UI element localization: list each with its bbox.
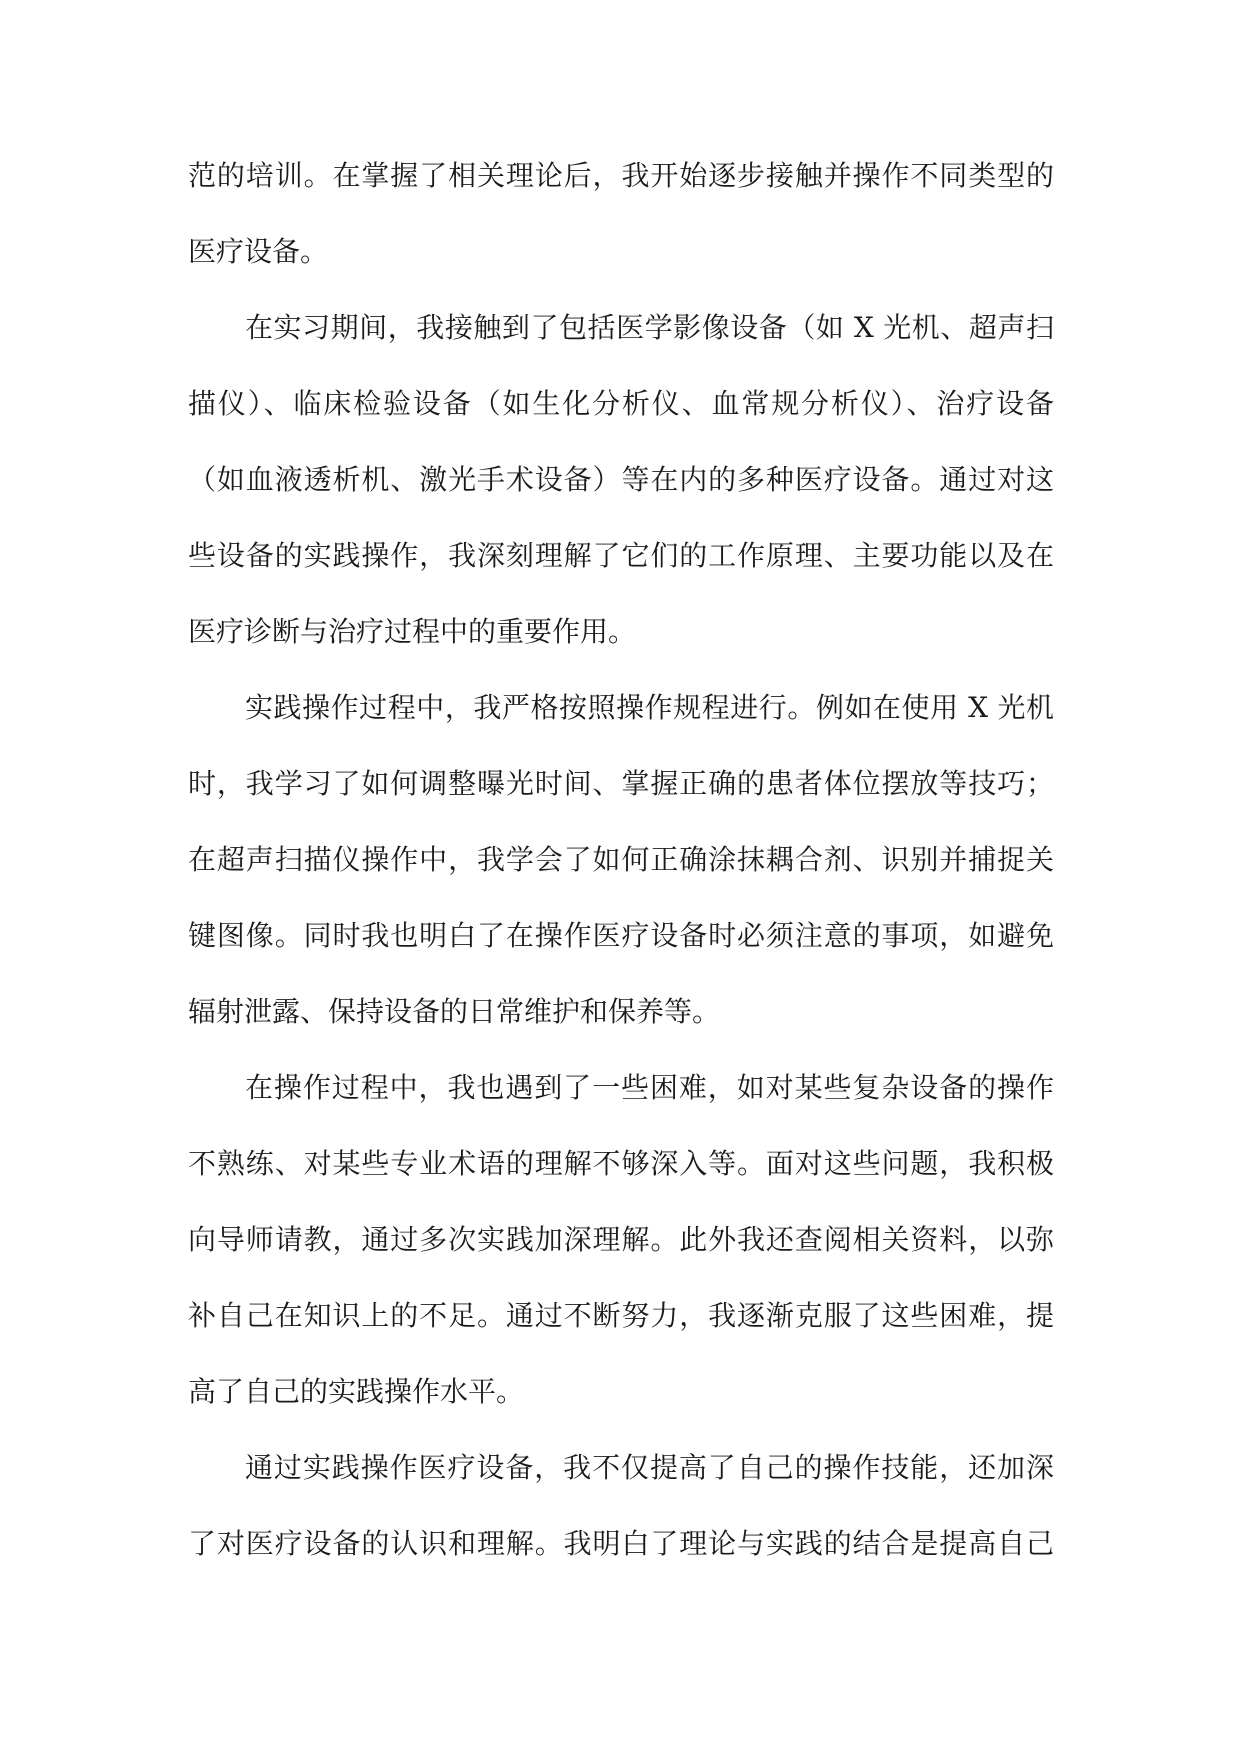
paragraph-5 <box>188 1430 1054 1582</box>
paragraph-3 <box>188 670 1054 1050</box>
text-line: 描仪）、临床检验设备（如生化分析仪、血常规分析仪）、治疗设备 <box>188 387 1054 420</box>
text-line: 通过实践操作医疗设备，我不仅提高了自己的操作技能，还加深 <box>245 1451 1054 1484</box>
text-line: （如血液透析机、激光手术设备）等在内的多种医疗设备。通过对这 <box>188 463 1054 496</box>
text-line: 在实习期间，我接触到了包括医学影像设备（如 X 光机、超声扫 <box>245 311 1054 344</box>
text-line: 时，我学习了如何调整曝光时间、掌握正确的患者体位摆放等技巧； <box>188 767 1054 800</box>
text-line: 些设备的实践操作，我深刻理解了它们的工作原理、主要功能以及在 <box>188 539 1054 572</box>
text-line: 了对医疗设备的认识和理解。我明白了理论与实践的结合是提高自己 <box>188 1527 1054 1560</box>
text-line: 键图像。同时我也明白了在操作医疗设备时必须注意的事项，如避免 <box>188 919 1054 952</box>
text-line: 高了自己的实践操作水平。 <box>188 1375 525 1408</box>
paragraph-2 <box>188 290 1054 670</box>
text-line: 向导师请教，通过多次实践加深理解。此外我还查阅相关资料，以弥 <box>188 1223 1054 1256</box>
text-line: 辐射泄露、保持设备的日常维护和保养等。 <box>188 995 721 1028</box>
paragraph-1-continued <box>188 138 1054 290</box>
text-line: 医疗设备。 <box>188 235 329 268</box>
paragraph-4 <box>188 1050 1054 1430</box>
text-line: 医疗诊断与治疗过程中的重要作用。 <box>188 615 637 648</box>
text-line: 在超声扫描仪操作中，我学会了如何正确涂抹耦合剂、识别并捕捉关 <box>188 843 1054 876</box>
text-line: 补自己在知识上的不足。通过不断努力，我逐渐克服了这些困难，提 <box>188 1299 1054 1332</box>
text-line: 实践操作过程中，我严格按照操作规程进行。例如在使用 X 光机 <box>245 691 1054 724</box>
text-line: 在操作过程中，我也遇到了一些困难，如对某些复杂设备的操作 <box>245 1071 1054 1104</box>
text-line: 范的培训。在掌握了相关理论后，我开始逐步接触并操作不同类型的 <box>188 159 1054 192</box>
document-body <box>188 138 1054 1582</box>
text-line: 不熟练、对某些专业术语的理解不够深入等。面对这些问题，我积极 <box>188 1147 1054 1180</box>
